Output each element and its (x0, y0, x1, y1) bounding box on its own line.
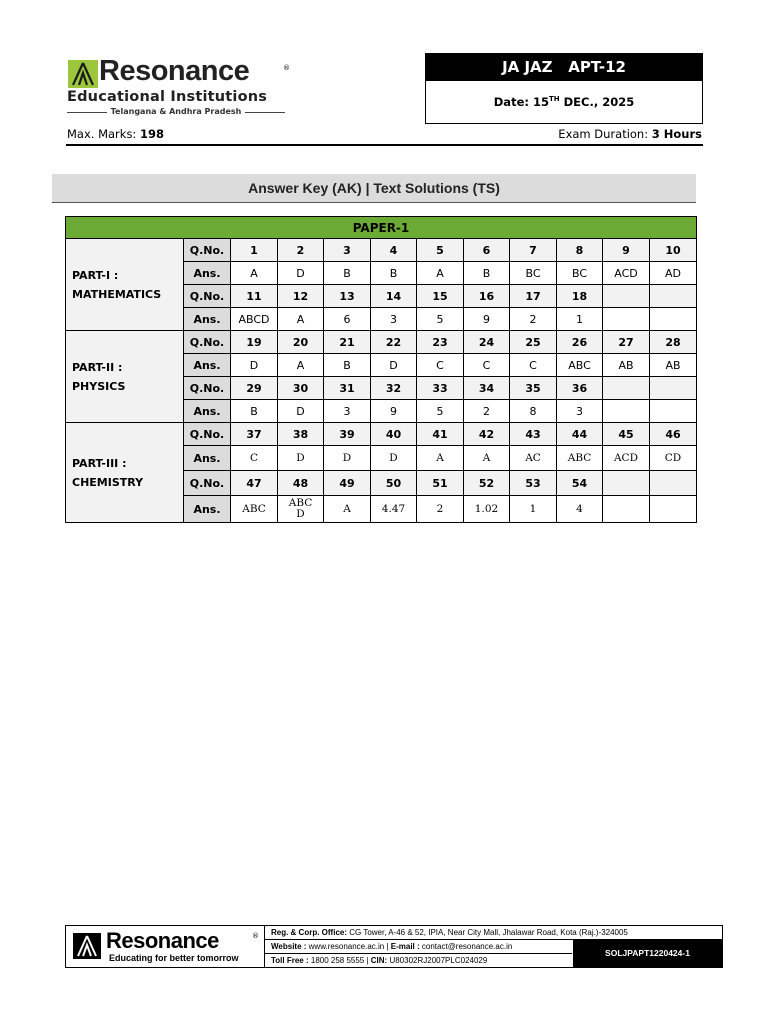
question-number-cell: 33 (417, 377, 464, 400)
question-number-cell: 17 (510, 285, 557, 308)
question-number-cell: 21 (324, 331, 371, 354)
answer-cell: D (278, 400, 324, 423)
ans-label: Ans. (184, 446, 231, 471)
part-name: PART-I : (72, 268, 119, 282)
question-number-cell: 12 (278, 285, 324, 308)
tollfree-label: Toll Free : (271, 956, 309, 965)
part-label (66, 423, 184, 523)
answer-cell (603, 308, 650, 331)
answer-cell: A (417, 446, 464, 471)
footer-tagline: Educating for better tomorrow (109, 953, 239, 963)
answer-cell (650, 400, 697, 423)
qno-label: Q.No. (184, 471, 231, 496)
answer-cell: D (371, 354, 417, 377)
answer-cell: D (278, 446, 324, 471)
answer-cell: A (417, 262, 464, 285)
question-number-cell: 41 (417, 423, 464, 446)
answer-cell: 8 (510, 400, 557, 423)
answer-cell: A (464, 446, 510, 471)
header-divider (66, 144, 703, 146)
footer-office (265, 926, 722, 940)
cin-text: U80302RJ2007PLC024029 (387, 956, 488, 965)
answer-cell: 3 (557, 400, 603, 423)
answer-cell: C (510, 354, 557, 377)
document-code: SOLJPAPT1220424-1 (573, 940, 722, 967)
question-number-cell: 28 (650, 331, 697, 354)
answer-cell: ACD (603, 262, 650, 285)
question-number-cell: 44 (557, 423, 603, 446)
qno-label: Q.No. (184, 423, 231, 446)
answer-cell: A (231, 262, 278, 285)
answer-cell: 3 (324, 400, 371, 423)
answer-cell: 1.02 (464, 496, 510, 523)
footer-contact (265, 940, 572, 954)
question-number-cell: 30 (278, 377, 324, 400)
cin-label: CIN: (370, 956, 388, 965)
question-number-cell: 42 (464, 423, 510, 446)
question-number-cell: 8 (557, 239, 603, 262)
question-number-cell (650, 377, 697, 400)
email-label: E-mail : (390, 942, 420, 951)
answer-cell: 6 (324, 308, 371, 331)
tollfree-text: 1800 258 5555 | (308, 956, 371, 965)
answer-cell: 1 (557, 308, 603, 331)
answer-cell (650, 308, 697, 331)
email-link[interactable]: contact@resonance.ac.in (419, 942, 513, 951)
answer-cell: 9 (464, 308, 510, 331)
answer-cell: B (371, 262, 417, 285)
answer-key-table (65, 216, 697, 523)
office-label: Reg. & Corp. Office: (271, 928, 348, 937)
answer-cell: 2 (510, 308, 557, 331)
question-number-cell: 27 (603, 331, 650, 354)
question-number-cell: 23 (417, 331, 464, 354)
answer-cell (603, 400, 650, 423)
resonance-logo-icon (68, 60, 98, 88)
part-subject: CHEMISTRY (72, 475, 144, 489)
question-number-cell: 2 (278, 239, 324, 262)
question-number-cell (650, 285, 697, 308)
question-number-cell (603, 285, 650, 308)
exam-info-box (425, 53, 703, 124)
question-number-cell: 20 (278, 331, 324, 354)
answer-cell: B (231, 400, 278, 423)
part-name: PART-II : (72, 360, 123, 374)
footer-logo (66, 926, 265, 967)
answer-cell: B (324, 354, 371, 377)
answer-cell: C (417, 354, 464, 377)
question-number-cell: 11 (231, 285, 278, 308)
question-number-cell: 45 (603, 423, 650, 446)
question-number-cell: 52 (464, 471, 510, 496)
footer-tollfree (265, 954, 572, 967)
max-marks-label: Max. Marks: (67, 127, 140, 141)
question-number-cell: 38 (278, 423, 324, 446)
ans-label: Ans. (184, 400, 231, 423)
answer-cell: ABC (557, 446, 603, 471)
question-number-cell: 26 (557, 331, 603, 354)
question-number-cell: 1 (231, 239, 278, 262)
brand-subtitle: Educational Institutions (67, 89, 268, 105)
footer-reg-mark: ® (252, 932, 259, 940)
question-number-cell: 53 (510, 471, 557, 496)
answer-cell: B (464, 262, 510, 285)
max-marks (67, 127, 164, 141)
question-number-cell: 47 (231, 471, 278, 496)
question-number-cell: 43 (510, 423, 557, 446)
office-text: CG Tower, A-46 & 52, IPIA, Near City Mall, Jhalawar Road, Kota (Raj.)-324005 (347, 928, 628, 937)
answer-cell (650, 496, 697, 523)
question-number-cell: 16 (464, 285, 510, 308)
question-number-cell: 6 (464, 239, 510, 262)
qno-label: Q.No. (184, 285, 231, 308)
answer-cell: B (324, 262, 371, 285)
answer-cell: BC (557, 262, 603, 285)
question-number-cell: 39 (324, 423, 371, 446)
answer-cell: A (278, 308, 324, 331)
answer-cell: BC (510, 262, 557, 285)
answer-cell: AB (650, 354, 697, 377)
date-suffix-sup: TH (548, 95, 560, 104)
website-link[interactable]: www.resonance.ac.in | (306, 942, 391, 951)
ans-label: Ans. (184, 308, 231, 331)
qno-label: Q.No. (184, 331, 231, 354)
answer-cell: 3 (371, 308, 417, 331)
question-number-cell: 50 (371, 471, 417, 496)
question-number-cell: 10 (650, 239, 697, 262)
question-number-cell: 37 (231, 423, 278, 446)
question-number-cell: 13 (324, 285, 371, 308)
answer-cell: 9 (371, 400, 417, 423)
question-number-cell: 24 (464, 331, 510, 354)
question-row (66, 239, 697, 262)
footer-brand: Resonance (106, 928, 219, 953)
footer-logo-icon (73, 933, 101, 959)
answer-cell: A (278, 354, 324, 377)
answer-cell: 4 (557, 496, 603, 523)
ans-label: Ans. (184, 262, 231, 285)
question-number-cell: 25 (510, 331, 557, 354)
question-number-cell (650, 471, 697, 496)
question-number-cell: 31 (324, 377, 371, 400)
answer-cell: ABC D (278, 496, 324, 523)
duration-label: Exam Duration: (558, 127, 652, 141)
answer-cell: AC (510, 446, 557, 471)
duration-value: 3 Hours (651, 127, 702, 141)
part-name: PART-III : (72, 456, 127, 470)
question-number-cell: 19 (231, 331, 278, 354)
answer-cell: 1 (510, 496, 557, 523)
answer-cell: 4.47 (371, 496, 417, 523)
question-number-cell: 49 (324, 471, 371, 496)
question-number-cell: 48 (278, 471, 324, 496)
date-prefix: Date: 15 (493, 95, 549, 109)
question-number-cell: 14 (371, 285, 417, 308)
question-number-cell (603, 471, 650, 496)
region-text: Telangana & Andhra Pradesh (110, 107, 242, 116)
website-label: Website : (271, 942, 307, 951)
question-number-cell: 22 (371, 331, 417, 354)
question-row (66, 331, 697, 354)
answer-cell: ABCD (231, 308, 278, 331)
question-number-cell: 18 (557, 285, 603, 308)
question-number-cell: 34 (464, 377, 510, 400)
qno-label: Q.No. (184, 239, 231, 262)
answer-cell: 2 (464, 400, 510, 423)
exam-duration (558, 127, 702, 141)
answer-cell: ABC (231, 496, 278, 523)
question-number-cell: 29 (231, 377, 278, 400)
qno-label: Q.No. (184, 377, 231, 400)
question-row (66, 423, 697, 446)
question-number-cell: 54 (557, 471, 603, 496)
question-number-cell: 9 (603, 239, 650, 262)
answer-cell: D (278, 262, 324, 285)
part-subject: MATHEMATICS (72, 287, 162, 301)
answer-cell: D (324, 446, 371, 471)
answer-cell: A (324, 496, 371, 523)
answer-cell: C (464, 354, 510, 377)
answer-cell (603, 496, 650, 523)
part-subject: PHYSICS (72, 379, 126, 393)
answer-cell: 2 (417, 496, 464, 523)
part-label (66, 331, 184, 423)
question-number-cell: 46 (650, 423, 697, 446)
question-number-cell: 5 (417, 239, 464, 262)
answer-cell: ACD (603, 446, 650, 471)
date-rest: DEC., 2025 (559, 95, 635, 109)
paper-title: PAPER-1 (66, 217, 697, 239)
answer-cell: CD (650, 446, 697, 471)
answer-cell: 5 (417, 308, 464, 331)
question-number-cell: 36 (557, 377, 603, 400)
answer-cell: D (371, 446, 417, 471)
exam-date (426, 81, 702, 123)
question-number-cell: 7 (510, 239, 557, 262)
question-number-cell: 35 (510, 377, 557, 400)
exam-code: JA JAZ APT-12 (426, 54, 702, 81)
answer-cell: C (231, 446, 278, 471)
ans-label: Ans. (184, 496, 231, 523)
question-number-cell: 32 (371, 377, 417, 400)
question-number-cell: 4 (371, 239, 417, 262)
question-number-cell: 3 (324, 239, 371, 262)
page-footer (65, 925, 723, 968)
question-number-cell: 40 (371, 423, 417, 446)
question-number-cell (603, 377, 650, 400)
part-label (66, 239, 184, 331)
brand-name: Resonance (99, 55, 250, 87)
max-marks-value: 198 (139, 127, 164, 141)
answer-cell: AD (650, 262, 697, 285)
answer-cell: ABC (557, 354, 603, 377)
question-number-cell: 51 (417, 471, 464, 496)
answer-cell: 5 (417, 400, 464, 423)
answer-cell: AB (603, 354, 650, 377)
ans-label: Ans. (184, 354, 231, 377)
question-number-cell: 15 (417, 285, 464, 308)
answer-key-banner: Answer Key (AK) | Text Solutions (TS) (52, 174, 696, 203)
answer-cell: D (231, 354, 278, 377)
registered-mark: ® (283, 64, 290, 72)
brand-region (67, 106, 285, 118)
